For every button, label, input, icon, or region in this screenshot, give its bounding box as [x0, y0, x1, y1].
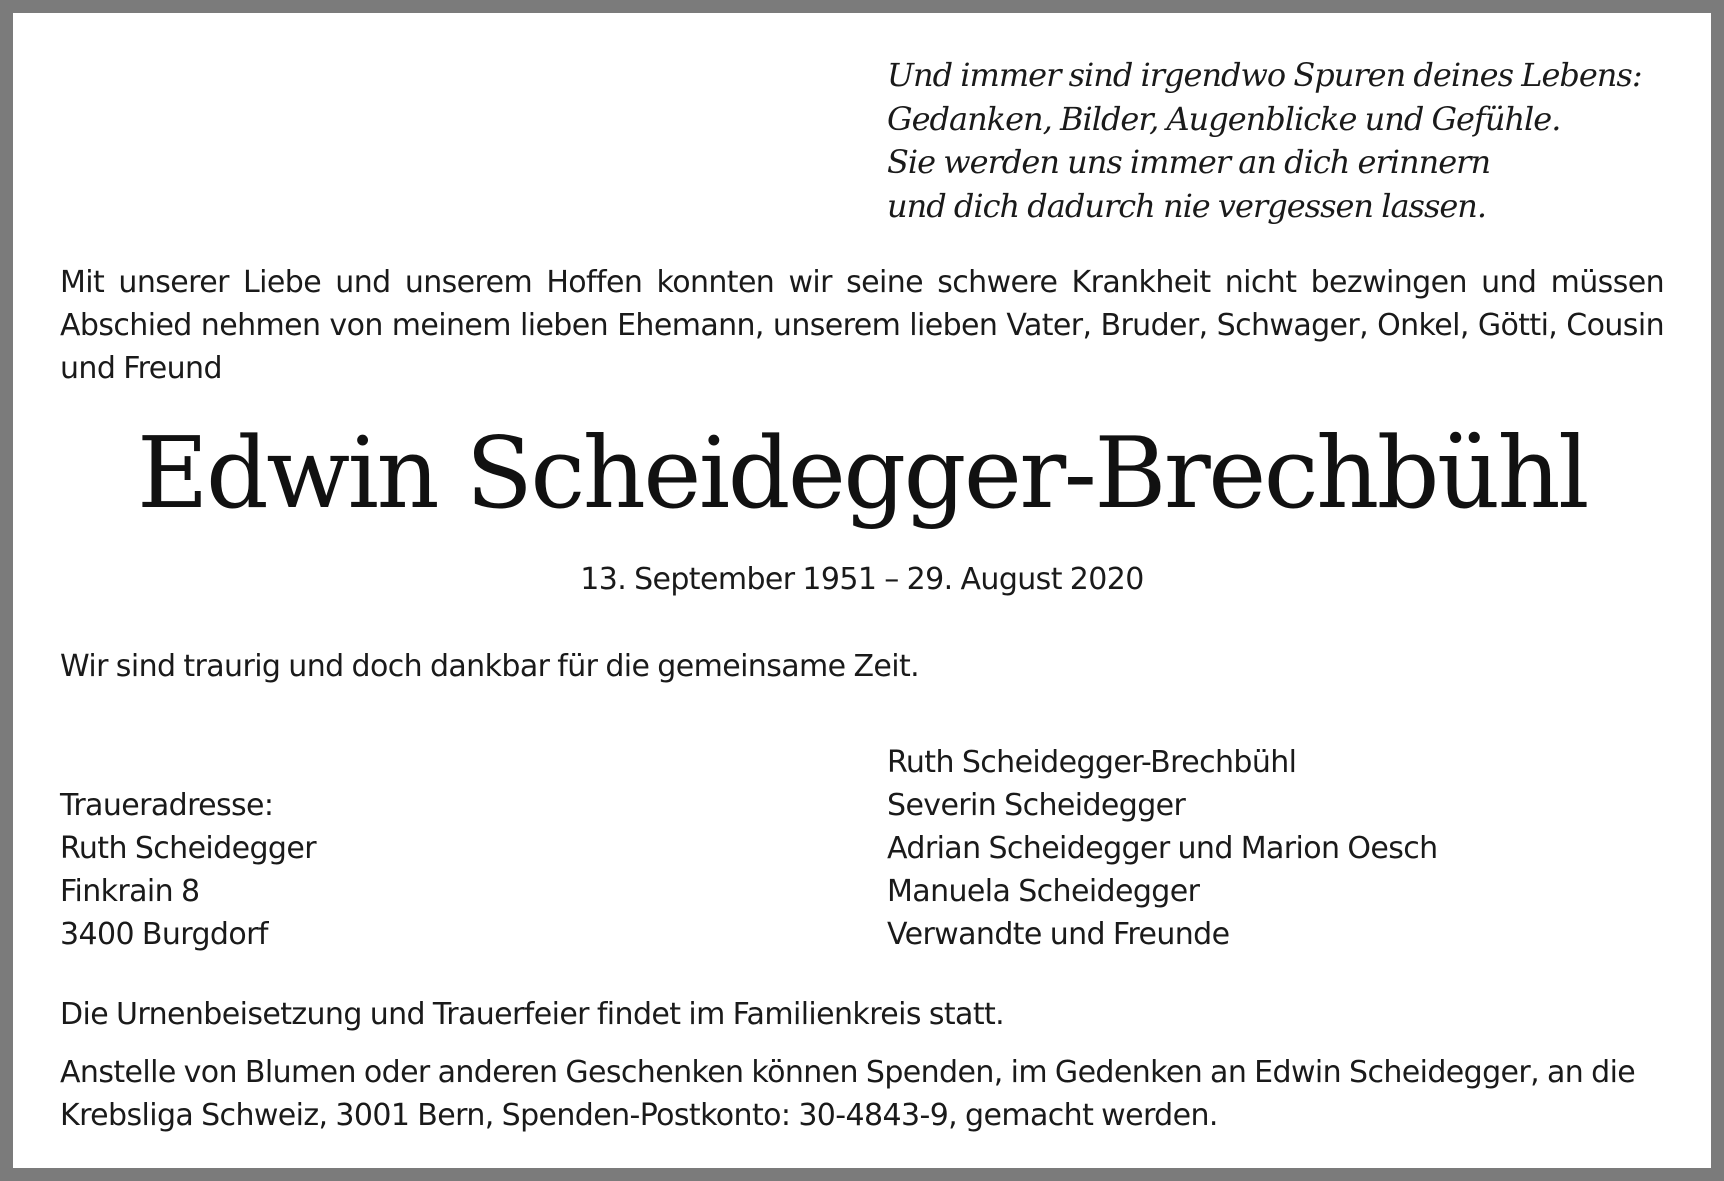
poem — [887, 54, 1642, 228]
life-dates: 13. September 1951 – 29. August 2020 — [580, 562, 1144, 597]
obituary-notice — [13, 13, 1711, 1168]
poem-line: Und immer sind irgendwo Spuren deines Lebens: — [887, 56, 1642, 94]
family-member: Ruth Scheidegger-Brechbühl — [887, 745, 1297, 780]
mourning-address — [60, 784, 316, 956]
ceremony-note: Die Urnenbeisetzung und Trauerfeier findet im Familienkreis statt. — [60, 997, 1005, 1032]
deceased-name: Edwin Scheidegger-Brechbühl — [136, 417, 1588, 531]
mourning-address-label: Traueradresse: — [60, 788, 274, 823]
donation-note: Anstelle von Blumen oder anderen Geschenken können Spenden, im Gedenken an Edwin Scheidegger, an die Krebsliga Schweiz, 3001 Bern, Spenden-Postkonto: 30-4843-9, gemacht werden. — [60, 1055, 1636, 1133]
family-member: Manuela Scheidegger — [887, 874, 1200, 909]
family-member: Verwandte und Freunde — [887, 917, 1230, 952]
family-member: Severin Scheidegger — [887, 788, 1186, 823]
thanks-line: Wir sind traurig und doch dankbar für die gemeinsame Zeit. — [60, 649, 920, 684]
address-line: Ruth Scheidegger — [60, 831, 316, 866]
poem-line: Gedanken, Bilder, Augenblicke und Gefühle. — [887, 99, 1561, 138]
family-list — [887, 741, 1438, 956]
poem-line: Sie werden uns immer an dich erinnern — [887, 143, 1491, 181]
address-line: Finkrain 8 — [60, 874, 200, 909]
family-member: Adrian Scheidegger und Marion Oesch — [887, 831, 1438, 866]
intro-paragraph: Mit unserer Liebe und unserem Hoffen konnten wir seine schwere Krankheit nicht bezwingen und müssen Abschied nehmen von meinem lieben Ehemann, unserem lieben Vater, Bruder, Schwager, Onkel, Götti, Cousin und Freund — [60, 265, 1664, 386]
poem-line: und dich dadurch nie vergessen lassen. — [887, 186, 1487, 225]
address-line: 3400 Burgdorf — [60, 917, 268, 952]
